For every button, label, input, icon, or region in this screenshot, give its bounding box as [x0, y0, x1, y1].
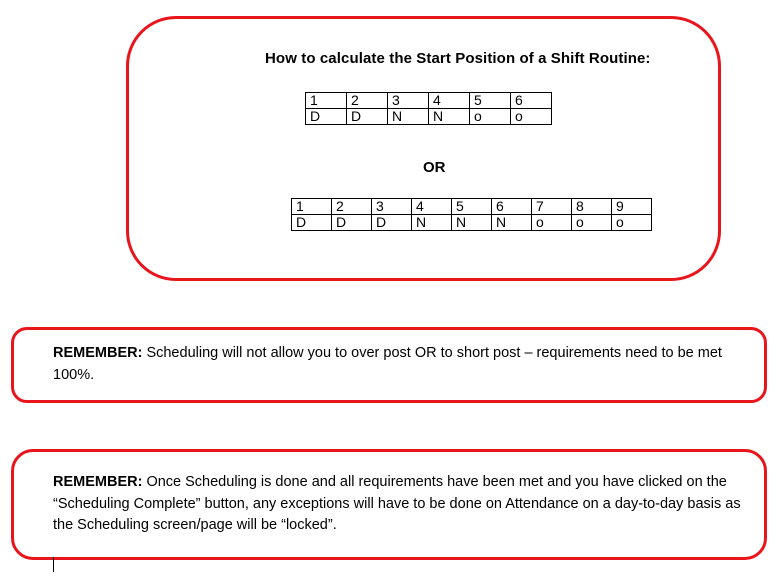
remember-label: REMEMBER:	[53, 345, 143, 361]
remember-note-2	[53, 472, 743, 537]
table-cell: D	[372, 215, 412, 231]
table-cell: 9	[612, 199, 652, 215]
table-cell: 3	[372, 199, 412, 215]
table-cell: 8	[572, 199, 612, 215]
table-cell: o	[532, 215, 572, 231]
table-cell: 6	[511, 93, 552, 109]
table-cell: 2	[332, 199, 372, 215]
table-cell: 3	[388, 93, 429, 109]
shift-table-9-day	[291, 198, 652, 231]
table-cell: N	[388, 109, 429, 125]
table-cell: 1	[292, 199, 332, 215]
table-cell: N	[452, 215, 492, 231]
shift-routine-title: How to calculate the Start Position of a Shift Routine:	[265, 50, 651, 67]
remember-text: Scheduling will not allow you to over post OR to short post – requirements need to be met 100%.	[53, 345, 722, 383]
remember-note-1	[53, 343, 733, 386]
table-row-codes	[306, 109, 552, 125]
table-cell: 5	[470, 93, 511, 109]
table-cell: 6	[492, 199, 532, 215]
table-cell: o	[470, 109, 511, 125]
table-row-numbers	[306, 93, 552, 109]
table-cell: 4	[429, 93, 470, 109]
shift-table-6-day	[305, 92, 552, 125]
table-cell: 7	[532, 199, 572, 215]
table-cell: 1	[306, 93, 347, 109]
table-cell: 2	[347, 93, 388, 109]
table-cell: 4	[412, 199, 452, 215]
table-cell: N	[492, 215, 532, 231]
remember-label: REMEMBER:	[53, 474, 143, 490]
table-cell: D	[292, 215, 332, 231]
table-cell: D	[332, 215, 372, 231]
table-cell: N	[412, 215, 452, 231]
table-cell: D	[306, 109, 347, 125]
table-cell: o	[572, 215, 612, 231]
text-cursor	[53, 557, 54, 572]
table-cell: 5	[452, 199, 492, 215]
table-cell: o	[612, 215, 652, 231]
table-cell: D	[347, 109, 388, 125]
remember-text: Once Scheduling is done and all requirements have been met and you have clicked on the “Scheduling Complete” button, any exceptions will have to be done on Attendance on a day-to-day basis as the Scheduling screen/page will be “locked”.	[53, 474, 741, 533]
table-row-numbers	[292, 199, 652, 215]
or-label: OR	[423, 159, 446, 176]
table-row-codes	[292, 215, 652, 231]
table-cell: N	[429, 109, 470, 125]
table-cell: o	[511, 109, 552, 125]
